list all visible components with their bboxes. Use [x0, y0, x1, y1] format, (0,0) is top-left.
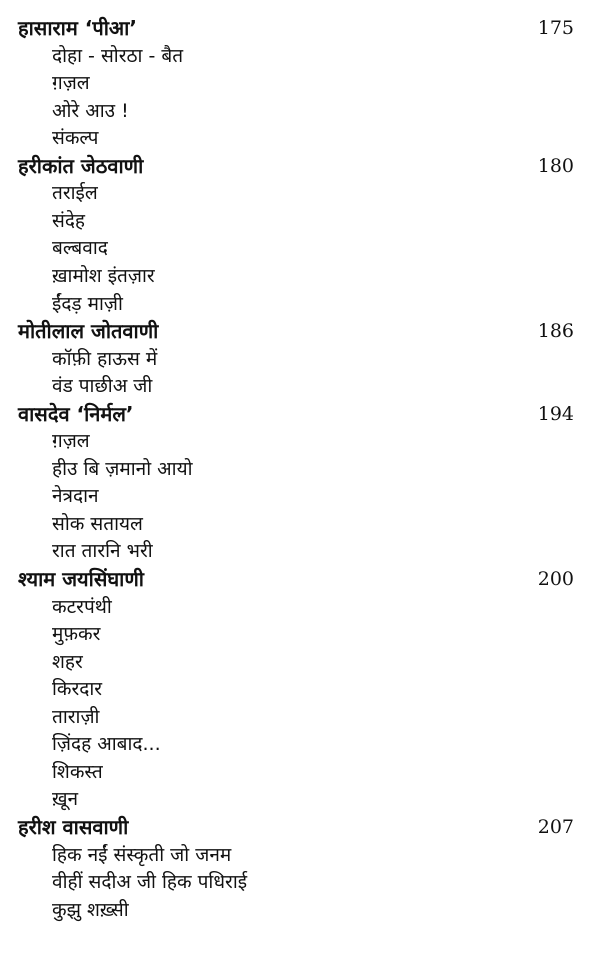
poem-entry — [0, 841, 600, 869]
poem-entry — [0, 97, 600, 125]
page-number: 180 — [537, 154, 574, 177]
poem-title: बल्बवाद — [52, 237, 108, 260]
poem-title: किरदार — [52, 678, 103, 701]
poem-entry — [0, 648, 600, 676]
poem-entry — [0, 703, 600, 731]
poem-entry — [0, 234, 600, 262]
poem-title: ओरे आउ ! — [52, 99, 129, 122]
author-name: वासदेव ‘निर्मल’ — [18, 401, 134, 426]
author-entry — [0, 813, 600, 841]
poem-title: ख़ामोश इंतज़ार — [52, 264, 155, 287]
poem-entry — [0, 785, 600, 813]
poem-title: कॉफ़ी हाऊस में — [52, 347, 158, 370]
poem-title: दोहा - सोरठा - बैत — [52, 44, 184, 67]
poem-title: रात तारनि भरी — [52, 540, 153, 563]
poem-entry — [0, 345, 600, 373]
poem-title: शहर — [52, 650, 83, 673]
poem-title: हिक नईं संस्कृती जो जनम — [52, 843, 232, 866]
poem-title: ख़ून — [52, 788, 79, 811]
poem-title: ग़ज़ल — [52, 72, 90, 95]
poem-entry — [0, 868, 600, 896]
poem-entry — [0, 482, 600, 510]
poem-title: वीहीं सदीअ जी हिक पधिराई — [52, 871, 248, 894]
poem-title: हीउ बि ज़मानो आयो — [52, 457, 193, 480]
poem-entry — [0, 124, 600, 152]
page-number: 200 — [537, 568, 574, 590]
author-entry — [0, 152, 600, 180]
author-entry — [0, 565, 600, 593]
poem-title: ज़िंदह आबाद... — [52, 733, 161, 756]
poem-title: संदेह — [52, 209, 86, 232]
poem-entry — [0, 510, 600, 538]
poem-entry — [0, 593, 600, 621]
poem-entry — [0, 758, 600, 786]
poem-title: शिकस्त — [52, 760, 103, 783]
author-name: हासाराम ‘पीआ’ — [18, 16, 137, 40]
poem-entry — [0, 372, 600, 400]
poem-title: मुफ़कर — [52, 623, 101, 646]
poem-entry — [0, 207, 600, 235]
page-number: 194 — [537, 402, 574, 425]
author-name: हरीश वासवाणी — [18, 814, 129, 839]
poem-title: ग़ज़ल — [52, 430, 90, 453]
poem-title: कटरपंथी — [52, 595, 112, 618]
author-name: श्याम जयसिंघाणी — [18, 567, 144, 591]
poem-entry — [0, 42, 600, 70]
poem-entry — [0, 69, 600, 97]
poem-entry — [0, 290, 600, 318]
page-number: 207 — [537, 815, 574, 838]
poem-entry — [0, 730, 600, 758]
poem-title: तराईल — [52, 182, 98, 205]
poem-title: सोक सतायल — [52, 512, 143, 535]
author-entry — [0, 317, 600, 345]
poem-title: कुझु शख़्सी — [52, 898, 129, 921]
poem-entry — [0, 455, 600, 483]
author-entry — [0, 400, 600, 428]
poem-entry — [0, 620, 600, 648]
poem-entry — [0, 537, 600, 565]
poem-title: ईंदड़ माज़ी — [52, 292, 123, 315]
page-number: 175 — [537, 17, 574, 39]
poem-title: नेत्रदान — [52, 485, 99, 508]
page-number: 186 — [537, 320, 574, 343]
poem-title: ताराज़ी — [52, 705, 100, 728]
poem-entry — [0, 179, 600, 207]
poem-entry — [0, 427, 600, 455]
poem-title: संकल्प — [52, 127, 99, 150]
author-entry — [0, 14, 600, 42]
author-name: हरीकांत जेठवाणी — [18, 153, 144, 178]
author-name: मोतीलाल जोतवाणी — [18, 319, 159, 344]
poem-entry — [0, 262, 600, 290]
poem-entry — [0, 896, 600, 924]
poem-title: वंड पाछीअ जी — [52, 375, 153, 398]
poem-entry — [0, 675, 600, 703]
